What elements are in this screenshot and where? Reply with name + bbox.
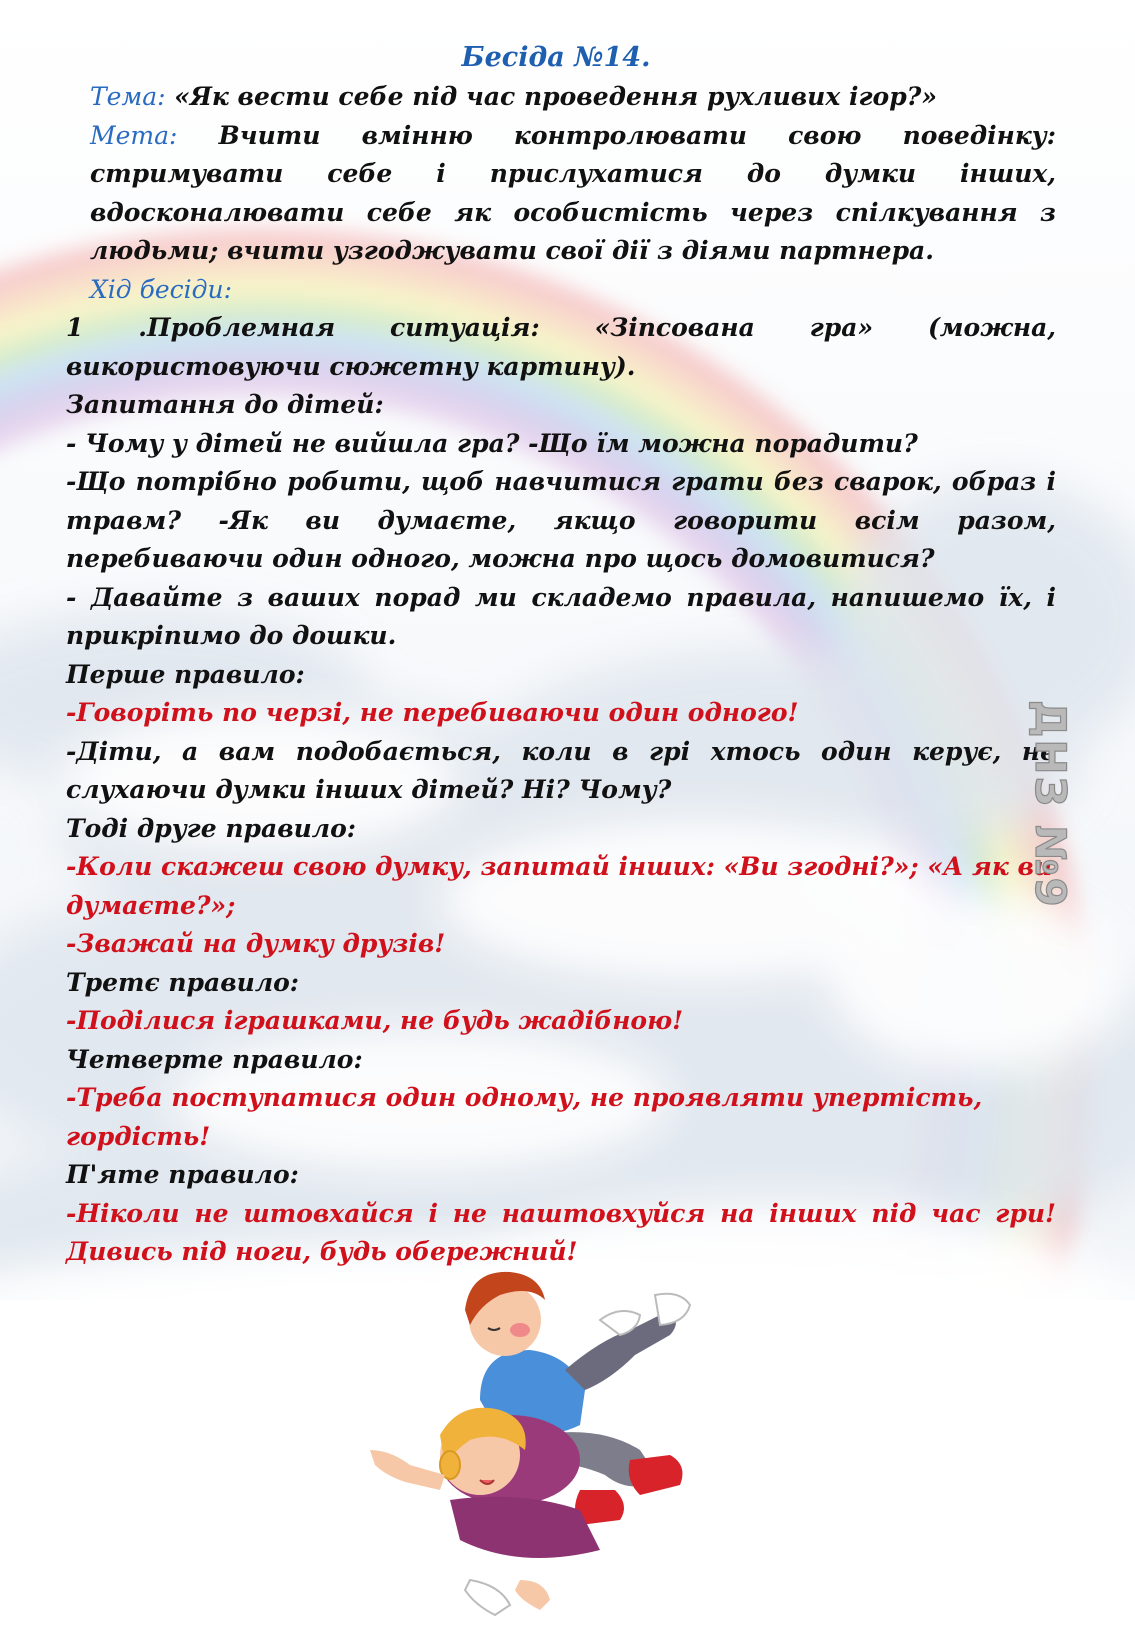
conversation-line: -Поділися іграшками, не будь жадібною!	[66, 1006, 684, 1035]
conversation-line: П'яте правило:	[66, 1160, 299, 1189]
conversation-line: -Що потрібно робити, щоб навчитися грати без сварок, образ і травм? -Як ви думаєте, якщо говорити всім разом, перебиваючи один одного, можна про щось домовитися?	[66, 467, 1056, 573]
conversation-line: -Ніколи не штовхайся і не наштовхуйся на інших під час гри! Дивись під ноги, будь обережний!	[66, 1198, 1056, 1266]
conversation-line: Запитання до дітей:	[66, 390, 384, 419]
conversation-line: - Давайте з ваших порад ми складемо правила, напишемо їх, і прикріпимо до дошки.	[66, 582, 1056, 650]
conversation-line: -Коли скажеш свою думку, запитай інших: «Ви згодні?»; «А як ви думаєте?»;	[66, 852, 1053, 920]
conversation-line: Третє правило:	[66, 967, 300, 997]
children-playing-illustration	[370, 1250, 700, 1627]
conversation-line: -Зважай на думку друзів!	[66, 929, 446, 958]
theme-text: «Як вести себе під час проведення рухливих ігор?»	[165, 82, 937, 111]
conversation-line: Тоді друге правило:	[66, 813, 357, 843]
theme-line	[66, 78, 1056, 117]
conversation-line: Перше правило:	[66, 659, 305, 689]
conversation-text	[66, 38, 1056, 1272]
goal-paragraph	[66, 117, 1056, 271]
page-title: Бесіда №14.	[461, 42, 651, 73]
course-heading	[66, 271, 1056, 310]
conversation-lines	[66, 309, 1056, 1272]
conversation-line: -Діти, а вам подобається, коли в грі хтось один керує, не слухаючи думки інших дітей? Ні? Чому?	[66, 736, 1056, 804]
theme-label: Тема:	[90, 82, 166, 111]
course-label: Хід бесіди:	[90, 274, 233, 304]
goal-text: Вчити вмінню контролювати свою поведінку: стримувати себе і прислухатися до думки інших, вдосконалювати себе як особистість через спілкування з людьми; вчити узгоджувати свої дії з діями партнера.	[90, 120, 1056, 265]
conversation-line: 1 .Проблемная ситуація: «Зіпсована гра» (можна, використовуючи сюжетну картину).	[66, 313, 1056, 381]
goal-label: Мета:	[90, 120, 178, 150]
conversation-line: -Треба поступатися один одному, не проявляти упертість, гордість!	[66, 1083, 983, 1151]
conversation-line: - Чому у дітей не вийшла гра? -Що їм можна порадити?	[66, 428, 918, 458]
watermark-text: ДНЗ №9	[1026, 700, 1075, 909]
conversation-line: -Говоріть по черзі, не перебиваючи один одного!	[66, 698, 799, 727]
conversation-line: Четверте правило:	[66, 1044, 363, 1074]
watermark	[1018, 700, 1078, 910]
